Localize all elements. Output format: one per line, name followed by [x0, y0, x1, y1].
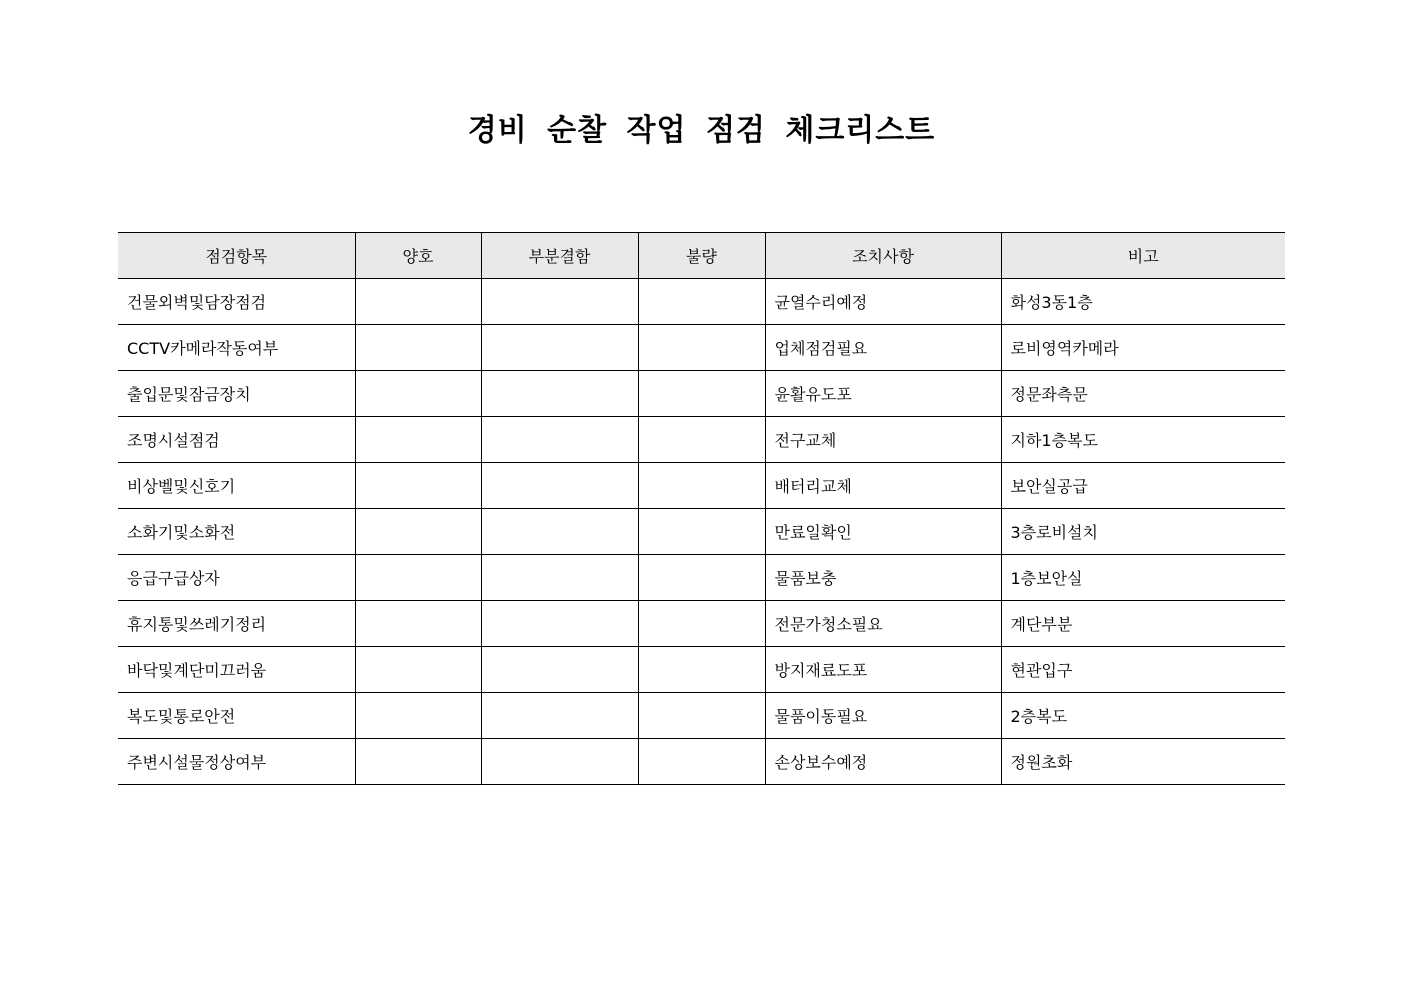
table-row — [118, 555, 1285, 601]
cell-bad — [638, 509, 765, 555]
cell-good — [355, 509, 481, 555]
cell-bad — [638, 463, 765, 509]
cell-note: 로비영역카메라 — [1001, 325, 1285, 371]
cell-note: 정원초화 — [1001, 739, 1285, 785]
cell-item: 소화기및소화전 — [118, 509, 355, 555]
table-row — [118, 325, 1285, 371]
table-row — [118, 693, 1285, 739]
cell-item: 조명시설점검 — [118, 417, 355, 463]
header-item: 점검항목 — [118, 233, 355, 279]
cell-good — [355, 601, 481, 647]
cell-bad — [638, 601, 765, 647]
cell-partial — [481, 371, 638, 417]
cell-good — [355, 417, 481, 463]
table-row — [118, 463, 1285, 509]
cell-partial — [481, 463, 638, 509]
cell-good — [355, 647, 481, 693]
cell-action: 배터리교체 — [765, 463, 1001, 509]
cell-bad — [638, 739, 765, 785]
cell-bad — [638, 647, 765, 693]
cell-good — [355, 739, 481, 785]
cell-good — [355, 463, 481, 509]
header-partial: 부분결함 — [481, 233, 638, 279]
cell-note: 2층복도 — [1001, 693, 1285, 739]
checklist-table — [118, 232, 1285, 785]
header-note: 비고 — [1001, 233, 1285, 279]
cell-action: 손상보수예정 — [765, 739, 1001, 785]
cell-good — [355, 371, 481, 417]
cell-action: 전문가청소필요 — [765, 601, 1001, 647]
header-row — [118, 233, 1285, 279]
table-body — [118, 279, 1285, 785]
cell-note: 지하1층복도 — [1001, 417, 1285, 463]
cell-bad — [638, 417, 765, 463]
table-row — [118, 647, 1285, 693]
header-action: 조치사항 — [765, 233, 1001, 279]
header-good: 양호 — [355, 233, 481, 279]
cell-partial — [481, 417, 638, 463]
cell-item: 복도및통로안전 — [118, 693, 355, 739]
cell-action: 물품보충 — [765, 555, 1001, 601]
table-row — [118, 417, 1285, 463]
cell-good — [355, 325, 481, 371]
cell-note: 화성3동1층 — [1001, 279, 1285, 325]
cell-note: 계단부분 — [1001, 601, 1285, 647]
cell-partial — [481, 279, 638, 325]
cell-action: 물품이동필요 — [765, 693, 1001, 739]
cell-action: 전구교체 — [765, 417, 1001, 463]
cell-good — [355, 693, 481, 739]
cell-item: 주변시설물정상여부 — [118, 739, 355, 785]
cell-action: 업체점검필요 — [765, 325, 1001, 371]
cell-item: 응급구급상자 — [118, 555, 355, 601]
cell-partial — [481, 601, 638, 647]
cell-bad — [638, 693, 765, 739]
cell-item: 출입문및잠금장치 — [118, 371, 355, 417]
cell-partial — [481, 693, 638, 739]
cell-good — [355, 555, 481, 601]
table-row — [118, 371, 1285, 417]
cell-partial — [481, 325, 638, 371]
cell-partial — [481, 739, 638, 785]
cell-bad — [638, 371, 765, 417]
cell-item: CCTV카메라작동여부 — [118, 325, 355, 371]
cell-action: 만료일확인 — [765, 509, 1001, 555]
cell-partial — [481, 647, 638, 693]
cell-note: 현관입구 — [1001, 647, 1285, 693]
cell-item: 휴지통및쓰레기정리 — [118, 601, 355, 647]
cell-note: 보안실공급 — [1001, 463, 1285, 509]
table-row — [118, 739, 1285, 785]
table-row — [118, 279, 1285, 325]
cell-note: 1층보안실 — [1001, 555, 1285, 601]
table-row — [118, 509, 1285, 555]
document-title: 경비 순찰 작업 점검 체크리스트 — [467, 113, 936, 148]
cell-note: 정문좌측문 — [1001, 371, 1285, 417]
cell-bad — [638, 555, 765, 601]
header-bad: 불량 — [638, 233, 765, 279]
cell-partial — [481, 555, 638, 601]
cell-partial — [481, 509, 638, 555]
cell-item: 바닥및계단미끄러움 — [118, 647, 355, 693]
table-row — [118, 601, 1285, 647]
cell-good — [355, 279, 481, 325]
cell-note: 3층로비설치 — [1001, 509, 1285, 555]
cell-item: 건물외벽및담장점검 — [118, 279, 355, 325]
table-header — [118, 233, 1285, 279]
cell-bad — [638, 325, 765, 371]
cell-action: 윤활유도포 — [765, 371, 1001, 417]
cell-bad — [638, 279, 765, 325]
cell-item: 비상벨및신호기 — [118, 463, 355, 509]
cell-action: 방지재료도포 — [765, 647, 1001, 693]
cell-action: 균열수리예정 — [765, 279, 1001, 325]
